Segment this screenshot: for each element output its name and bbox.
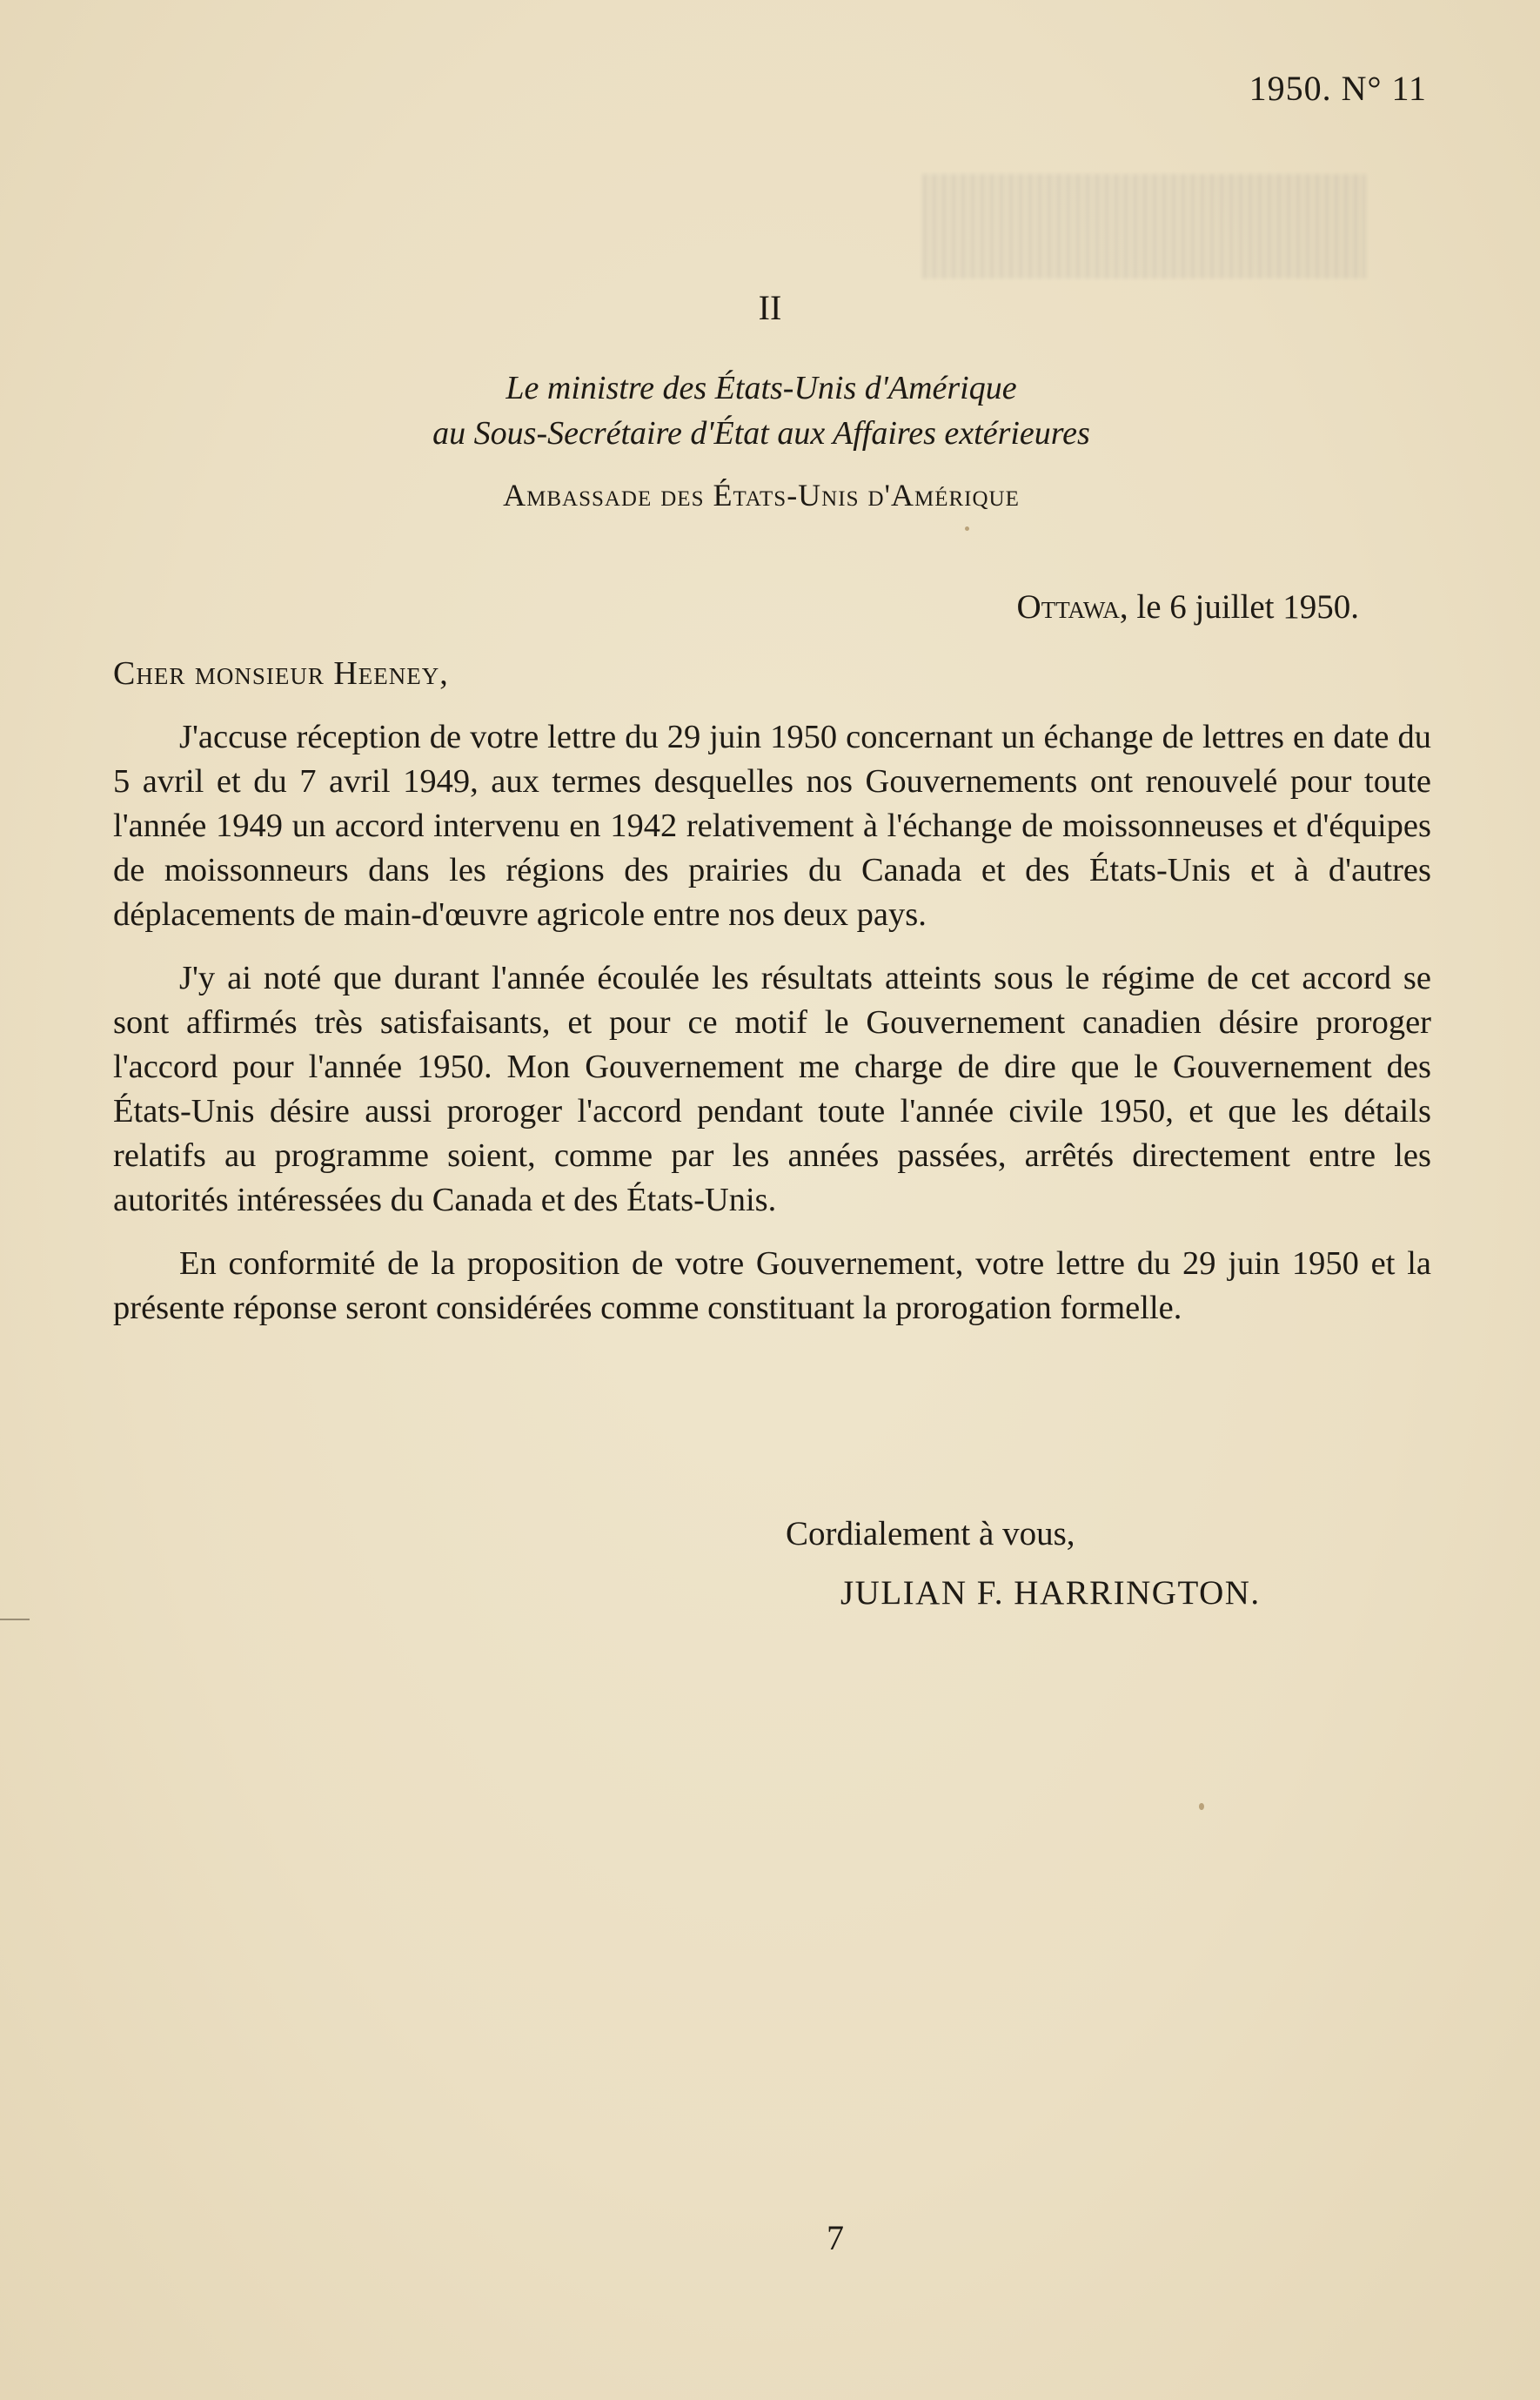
paper-speck [1199,1803,1204,1810]
heading-line-2: au Sous-Secrétaire d'État aux Affaires extérieures [432,415,1090,452]
heading-line-1: Le ministre des États-Unis d'Amérique [506,370,1017,406]
date-text: , le 6 juillet 1950. [1119,588,1359,626]
page-number: 7 [827,2218,844,2257]
letter-heading [0,365,1523,456]
section-number: II [758,288,782,327]
paragraph-2: J'y ai noté que durant l'année écoulée les résultats atteints sous le régime de cet accord se sont affirmés très satisfaisants, et pour ce motif le Gouvernement canadien désire proroger l'accord pour l'année 1950. Mon Gouvernement me charge de dire que le Gouvernement des États-Unis désire aussi proroger l'accord pendant toute l'année civile 1950, et que les détails relatifs au programme soient, comme par les années passées, arrêtés directement entre les autorités intéressées du Canada et des États-Unis. [113,960,1431,1218]
paragraph-3: En conformité de la proposition de votre Gouvernement, votre lettre du 29 juin 1950 et la présente réponse seront considérées comme constituant la prorogation formelle. [113,1245,1431,1326]
faded-stamp [922,174,1366,278]
embassy-line: Ambassade des États-Unis d'Amérique [503,478,1020,513]
document-reference: 1950. N° 11 [1249,69,1427,108]
dateline [1017,587,1359,627]
letter-body [113,715,1431,1350]
date-city: Ottawa [1016,588,1120,626]
closing: Cordialement à vous, [786,1515,1075,1552]
salutation: Cher monsieur Heeney, [113,655,449,692]
margin-mark [0,1619,30,1620]
paper-speck [965,526,969,531]
signature: JULIAN F. HARRINGTON. [840,1574,1261,1612]
paragraph-1: J'accuse réception de votre lettre du 29 juin 1950 concernant un échange de lettres en date du 5 avril et du 7 avril 1949, aux termes desquelles nos Gouvernements ont renouvelé pour toute l'année 1949 un accord intervenu en 1942 relativement à l'échange de moissonneuses et d'équipes de moissonneurs dans les régions des prairies du Canada et des États-Unis et à d'autres déplacements de main-d'œuvre agricole entre nos deux pays. [113,719,1431,933]
